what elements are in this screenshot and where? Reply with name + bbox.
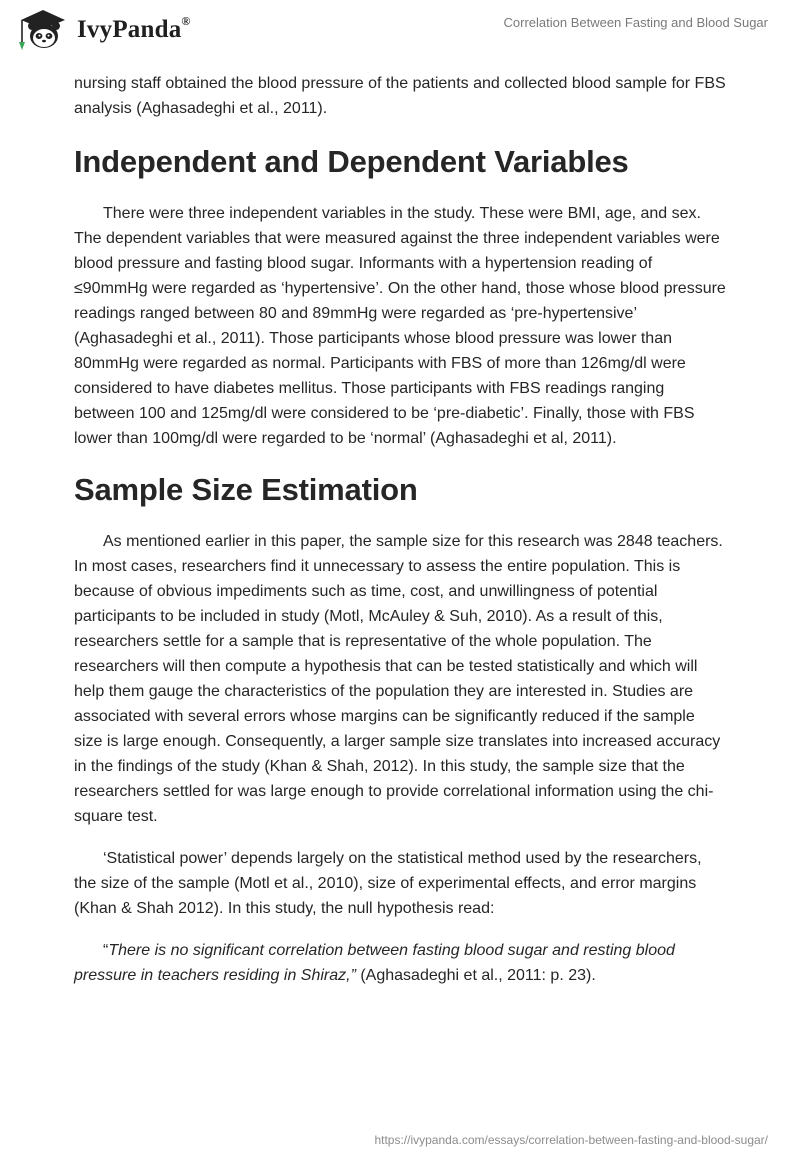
panda-graduate-icon [15, 8, 71, 52]
null-hypothesis-quote [74, 938, 726, 988]
running-title: Correlation Between Fasting and Blood Sugar [503, 15, 768, 30]
intro-paragraph: nursing staff obtained the blood pressure of the patients and collected blood sample for FBS analysis (Aghasadeghi et al., 2011). [74, 75, 726, 117]
quote-open-mark: “ [103, 942, 109, 959]
section-heading-sample-size: Sample Size Estimation [74, 472, 418, 507]
source-url-link[interactable]: https://ivypanda.com/essays/correlation-between-fasting-and-blood-sugar/ [374, 1133, 768, 1147]
registered-mark: ® [181, 14, 191, 28]
quote-text: There is no significant correlation between fasting blood sugar and resting blood pressure in teachers residing in Shiraz,” [74, 942, 675, 984]
page-header [0, 0, 800, 68]
quote-citation: (Aghasadeghi et al., 2011: p. 23). [355, 967, 596, 984]
sample-size-paragraph: As mentioned earlier in this paper, the sample size for this research was 2848 teachers. In most cases, researchers find it unnecessary to assess the entire population. This is because of obvious impediments such as time, cost, and unwillingness of potential participants to be included in study (Motl, McAuley & Suh, 2010). As a result of this, researchers settle for a sample that is representative of the whole population. The researchers will then compute a hypothesis that can be tested statistically and which will help them gauge the characteristics of the population they are interested in. Studies are associated with several errors whose margins can be significantly reduced if the sample size is large enough. Consequently, a larger sample size translates into increased accuracy in the findings of the study (Khan & Shah, 2012). In this study, the sample size that the researchers settled for was large enough to provide correlational information using the chi-square test. [74, 533, 723, 825]
brand-logo[interactable] [15, 8, 191, 52]
section-heading-variables: Independent and Dependent Variables [74, 144, 629, 179]
statistical-power-paragraph: ‘Statistical power’ depends largely on the statistical method used by the researchers, the size of the sample (Motl et al., 2010), size of experimental effects, and error margins (Khan & Shah 2012). In this study, the null hypothesis read: [74, 850, 702, 917]
article-body [74, 71, 726, 988]
variables-paragraph: There were three independent variables in the study. These were BMI, age, and sex. The dependent variables that were measured against the three independent variables were blood pressure and fasting blood sugar. Informants with a hypertension reading of ≤90mmHg were regarded as ‘hypertensive’. On the other hand, those whose blood pressure readings ranged between 80 and 89mmHg were regarded as ‘pre-hypertensive’ (Aghasadeghi et al., 2011). Those participants whose blood pressure was lower than 80mmHg were regarded as normal. Participants with FBS of more than 126mg/dl were considered to have diabetes mellitus. Those participants with FBS readings ranging between 100 and 125mg/dl were considered to be ‘pre-diabetic’. Finally, those with FBS lower than 100mg/dl were regarded to be ‘normal’ (Aghasadeghi et al, 2011). [74, 205, 726, 447]
brand-name: IvyPanda® [77, 14, 191, 43]
